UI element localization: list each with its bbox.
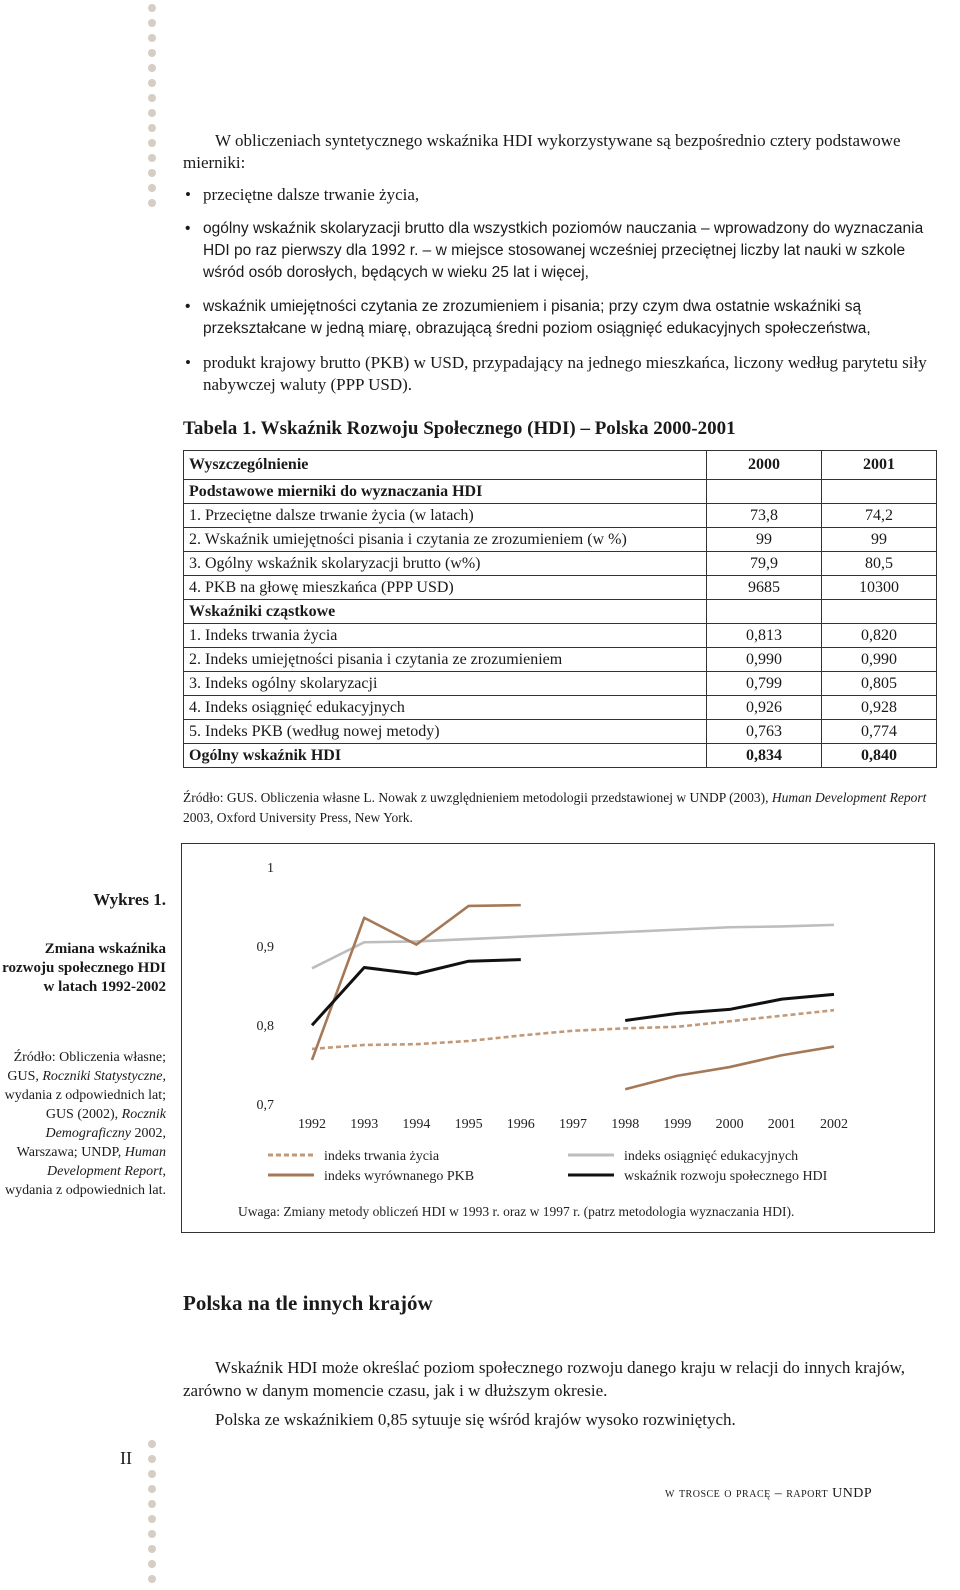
row-label: 4. PKB na głowę mieszkańca (PPP USD) [184,576,707,600]
row-label: Podstawowe mierniki do wyznaczania HDI [184,480,707,504]
table-title: Tabela 1. Wskaźnik Rozwoju Społecznego (HDI) – Polska 2000-2001 [183,418,736,439]
chart-source [0,1048,166,1200]
table-row [184,552,937,576]
cell-value: 0,820 [822,624,937,648]
intro-paragraph: W obliczeniach syntetycznego wskaźnika HDI wykorzystywane są bezpośrednio cztery podstawowe mierniki: [183,131,901,172]
row-label: Wskaźniki cząstkowe [184,600,707,624]
row-label: 1. Przeciętne dalsze trwanie życia (w latach) [184,504,707,528]
series-line-2 [312,905,521,1060]
chart-label: Wykres 1. [93,890,166,909]
legend-label: indeks osiągnięć edukacyjnych [624,1149,799,1164]
cell-value [707,480,822,504]
table-row [184,528,937,552]
table-row [184,744,937,768]
cell-value: 0,928 [822,696,937,720]
section-body [183,1356,943,1437]
cell-value: 0,805 [822,672,937,696]
cell-value: 73,8 [707,504,822,528]
row-label: 3. Ogólny wskaźnik skolaryzacji brutto (w%) [184,552,707,576]
cell-value: 0,774 [822,720,937,744]
measures-list [183,184,943,396]
section-paragraph: Wskaźnik HDI może określać poziom społecznego rozwoju danego kraju w relacji do innych krajów, zarówno w danym momencie czasu, jak i w dłuższym okresie. [183,1358,905,1400]
chart-svg [182,844,936,1234]
x-tick-label: 1995 [454,1117,483,1132]
series-line-2 [625,1047,834,1090]
row-label: 3. Indeks ogólny skolaryzacji [184,672,707,696]
section-paragraph: Polska ze wskaźnikiem 0,85 sytuuje się wśród krajów wysoko rozwiniętych. [215,1410,736,1429]
cell-value: 79,9 [707,552,822,576]
source-part: , wydania z odpowiednich lat; GUS (2002), [4,1069,166,1122]
cell-value: 0,799 [707,672,822,696]
cell-value [822,600,937,624]
cell-value: 10300 [822,576,937,600]
chart-note: Uwaga: Zmiany metody obliczeń HDI w 1993 r. oraz w 1997 r. (patrz metodologia wyznaczania HDI). [238,1204,795,1219]
table-row [184,720,937,744]
source-part: 2002, Warszawa; UNDP, [16,1126,166,1160]
cell-value: 99 [707,528,822,552]
x-tick-label: 2000 [715,1117,744,1132]
decorative-dots-top [148,4,158,214]
row-label: 4. Indeks osiągnięć edukacyjnych [184,696,707,720]
x-tick-label: 1998 [611,1117,640,1132]
legend-label: wskaźnik rozwoju społecznego HDI [624,1169,828,1184]
source-text: Źródło: GUS. Obliczenia własne L. Nowak z uwzględnieniem metodologii przedstawionej w UNDP (2003), [183,790,772,805]
row-label: Wyszczególnienie [184,451,707,480]
list-item: • wskaźnik umiejętności czytania ze zrozumieniem i pisania; przy czym dwa ostatnie wskaźniki są przekształcane w jedną miarę, obrazującą średni poziom osiągnięć edukacyjnych społeczeństwa, [183,296,943,340]
source-part: , wydania z odpowiednich lat. [5,1164,166,1198]
source-text-end: 2003, Oxford University Press, New York. [183,810,413,825]
x-tick-label: 1992 [298,1117,326,1132]
hdi-chart [181,843,935,1233]
table-row [184,648,937,672]
section-title: Polska na tle innych krajów [183,1291,433,1315]
cell-value: 9685 [707,576,822,600]
x-tick-label: 1999 [663,1117,692,1132]
list-item: • ogólny wskaźnik skolaryzacji brutto dla wszystkich poziomów nauczania – wprowadzony do wyznaczania HDI po raz pierwszy dla 1992 r. – w miejsce stosowanej wcześniej przeciętnej liczby lat nauki w szkole wśród osób dorosłych, będących w wieku 25 lat i więcej, [183,218,943,284]
cell-value: 0,926 [707,696,822,720]
series-line-0 [312,1010,834,1049]
hdi-table [183,450,937,768]
series-line-3 [312,960,521,1026]
legend-label: indeks wyrównanego PKB [324,1169,475,1184]
x-tick-label: 1993 [350,1117,379,1132]
cell-value: 0,990 [822,648,937,672]
cell-value: 2000 [707,451,822,480]
table-row [184,672,937,696]
legend-label: indeks trwania życia [324,1149,440,1164]
row-label: 1. Indeks trwania życia [184,624,707,648]
row-label: Ogólny wskaźnik HDI [184,744,707,768]
x-tick-label: 1994 [402,1117,431,1132]
source-title: Human Development Report [771,790,927,805]
intro-section [183,130,943,408]
decorative-dots-bottom [148,1440,158,1590]
table-row [184,504,937,528]
source-part: Human Development Report [47,1145,166,1179]
running-title: w trosce o pracę – raport UNDP [665,1486,873,1501]
series-line-3 [625,994,834,1020]
cell-value: 99 [822,528,937,552]
row-label: 2. Wskaźnik umiejętności pisania i czytania ze zrozumieniem (w %) [184,528,707,552]
source-part: Źródło: Obliczenia własne; GUS, [7,1050,166,1084]
source-part: Rocznik Demograficzny [45,1107,166,1141]
table-row [184,451,937,480]
x-tick-label: 1996 [506,1117,535,1132]
table-row [184,480,937,504]
y-tick-label: 0,8 [256,1019,274,1034]
cell-value: 0,763 [707,720,822,744]
y-tick-label: 1 [267,861,274,876]
cell-value [822,480,937,504]
source-part: Roczniki Statystyczne [42,1069,163,1084]
cell-value: 0,990 [707,648,822,672]
cell-value [707,600,822,624]
cell-value: 0,834 [707,744,822,768]
cell-value: 80,5 [822,552,937,576]
y-tick-label: 0,9 [256,940,274,955]
x-tick-label: 1997 [559,1117,587,1132]
cell-value: 2001 [822,451,937,480]
table-row [184,624,937,648]
table-row [184,696,937,720]
list-item: • produkt krajowy brutto (PKB) w USD, przypadający na jednego mieszkańca, liczony według parytetu siły nabywczej waluty (PPP USD). [183,352,943,396]
row-label: 2. Indeks umiejętności pisania i czytania ze zrozumieniem [184,648,707,672]
x-tick-label: 2001 [767,1117,796,1132]
row-label: 5. Indeks PKB (według nowej metody) [184,720,707,744]
table-row [184,576,937,600]
cell-value: 0,840 [822,744,937,768]
chart-subtitle: Zmiana wskaźnika rozwoju społecznego HDI w latach 1992-2002 [2,941,166,995]
cell-value: 74,2 [822,504,937,528]
list-item: • przeciętne dalsze trwanie życia, [183,184,943,206]
table-row [184,600,937,624]
cell-value: 0,813 [707,624,822,648]
page-number: II [120,1448,132,1468]
x-tick-label: 2002 [820,1117,848,1132]
table-source [183,788,943,828]
y-tick-label: 0,7 [256,1098,274,1113]
